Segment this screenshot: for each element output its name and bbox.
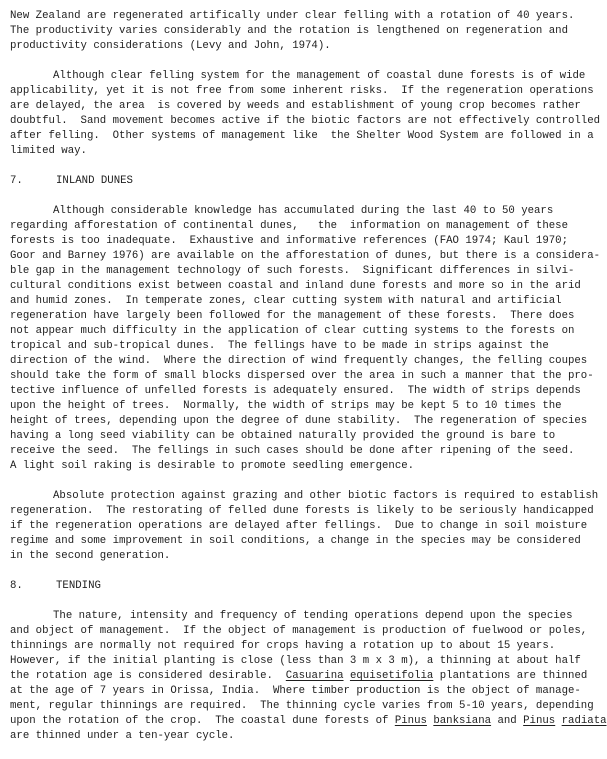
text-line: Absolute protection against grazing and other biotic factors is required to establish: [53, 490, 599, 502]
paragraph: [10, 609, 607, 744]
text-line: tropical and sub-tropical dunes. The fellings have to be made in strips against the: [10, 340, 549, 352]
text-line: ble gap in the management technology of such forests. Significant differences in silvi-: [10, 265, 575, 277]
text-line: should take the form of small blocks dispersed over the area in such a manner that the pro-: [10, 370, 594, 382]
text-line: direction of the wind. Where the direction of wind frequently changes, the felling coupes: [10, 355, 588, 367]
text-line: and humid zones. In temperate zones, clear cutting system with natural and artificial: [10, 295, 562, 307]
paragraph: [10, 489, 600, 564]
text-line: thinnings are normally not required for crops having a rotation up to about 15 years.: [10, 640, 556, 652]
text-line: regeneration. The restorating of felled dune forests is likely to be seriously handicapped: [10, 505, 594, 517]
text-line: productivity considerations (Levy and John, 1974).: [10, 40, 331, 52]
text-line: and object of management. If the object of management is production of fuelwood or poles,: [10, 625, 588, 637]
text-segment: and: [491, 715, 524, 727]
section-heading: [10, 174, 600, 189]
section-number: 7.: [10, 175, 23, 187]
text-line: after felling. Other systems of management like the Shelter Wood System are followed in a: [10, 130, 594, 142]
paragraph: [10, 9, 600, 54]
text-line: cultural conditions exist between coastal and inland dune forests and more so in the arid: [10, 280, 581, 292]
text-line: applicability, yet it is not free from some inherent risks. If the regeneration operations: [10, 85, 594, 97]
document-page: [10, 9, 607, 759]
paragraph: [10, 204, 600, 474]
text-line: are thinned under a ten-year cycle.: [10, 730, 235, 742]
text-line: doubtful. Sand movement becomes active if the biotic factors are not effectively controlled: [10, 115, 601, 127]
text-line: upon the height of trees. Normally, the width of strips may be kept 5 to 10 times the: [10, 400, 562, 412]
text-line: having a long seed viability can be obtained naturally provided the ground is bare to: [10, 430, 556, 442]
text-segment: upon the rotation of the crop. The coastal dune forests of: [10, 715, 395, 727]
text-line: The productivity varies considerably and the rotation is lengthened on regeneration and: [10, 25, 568, 37]
species-name: Pinus: [394, 715, 427, 727]
text-line: regarding afforestation of continental dunes, the information on management of these: [10, 220, 568, 232]
text-line: ment, regular thinnings are required. The thinning cycle varies from 5-10 years, depending: [10, 700, 594, 712]
text-line: forests is too inadequate. Exhaustive and informative references (FAO 1974; Kaul 1970;: [10, 235, 568, 247]
section-title: TENDING: [56, 580, 101, 592]
text-line: are delayed, the area is covered by weeds and establishment of young crop becomes rather: [10, 100, 581, 112]
species-name: equisetifolia: [349, 670, 434, 682]
text-line: [10, 669, 600, 684]
text-line: New Zealand are regenerated artifically under clear felling with a rotation of 40 years.: [10, 10, 575, 22]
text-line: [10, 714, 607, 729]
text-line: not appear much difficulty in the application of clear cutting systems to the forests on: [10, 325, 575, 337]
text-segment: plantations are thinned: [433, 670, 588, 682]
text-line: A light soil raking is desirable to promote seedling emergence.: [10, 460, 415, 472]
text-line: However, if the initial planting is close (less than 3 m x 3 m), a thinning at about half: [10, 655, 581, 667]
species-name: Pinus: [523, 715, 556, 727]
text-line: regime and some improvement in soil conditions, a change in the species may be considered: [10, 535, 581, 547]
text-line: regeneration have largely been followed for the management of these forests. There does: [10, 310, 575, 322]
text-line: Although considerable knowledge has accumulated during the last 40 to 50 years: [53, 205, 554, 217]
species-name: banksiana: [433, 715, 492, 727]
text-line: limited way.: [10, 145, 87, 157]
section-title: INLAND DUNES: [56, 175, 133, 187]
species-name: radiata: [561, 715, 607, 727]
text-line: if the regeneration operations are delayed after fellings. Due to change in soil moisture: [10, 520, 588, 532]
paragraph: [10, 69, 600, 159]
section-heading: [10, 579, 600, 594]
species-name: Casuarina: [285, 670, 344, 682]
text-line: Goor and Barney 1976) are available on the afforestation of dunes, but there is a considera-: [10, 250, 601, 262]
section-number: 8.: [10, 580, 23, 592]
text-line: The nature, intensity and frequency of tending operations depend upon the species: [53, 610, 573, 622]
text-line: at the age of 7 years in Orissa, India. Where timber production is the object of manage-: [10, 685, 581, 697]
text-line: receive the seed. The fellings in such cases should be done after ripening of the seed.: [10, 445, 575, 457]
text-segment: the rotation age is considered desirable.: [10, 670, 286, 682]
text-line: tective influence of unfelled forests is adequately ensured. The width of strips depends: [10, 385, 581, 397]
text-line: in the second generation.: [10, 550, 171, 562]
text-line: Although clear felling system for the management of coastal dune forests is of wide: [53, 70, 586, 82]
text-line: height of trees, depending upon the degree of dune stability. The regeneration of species: [10, 415, 588, 427]
